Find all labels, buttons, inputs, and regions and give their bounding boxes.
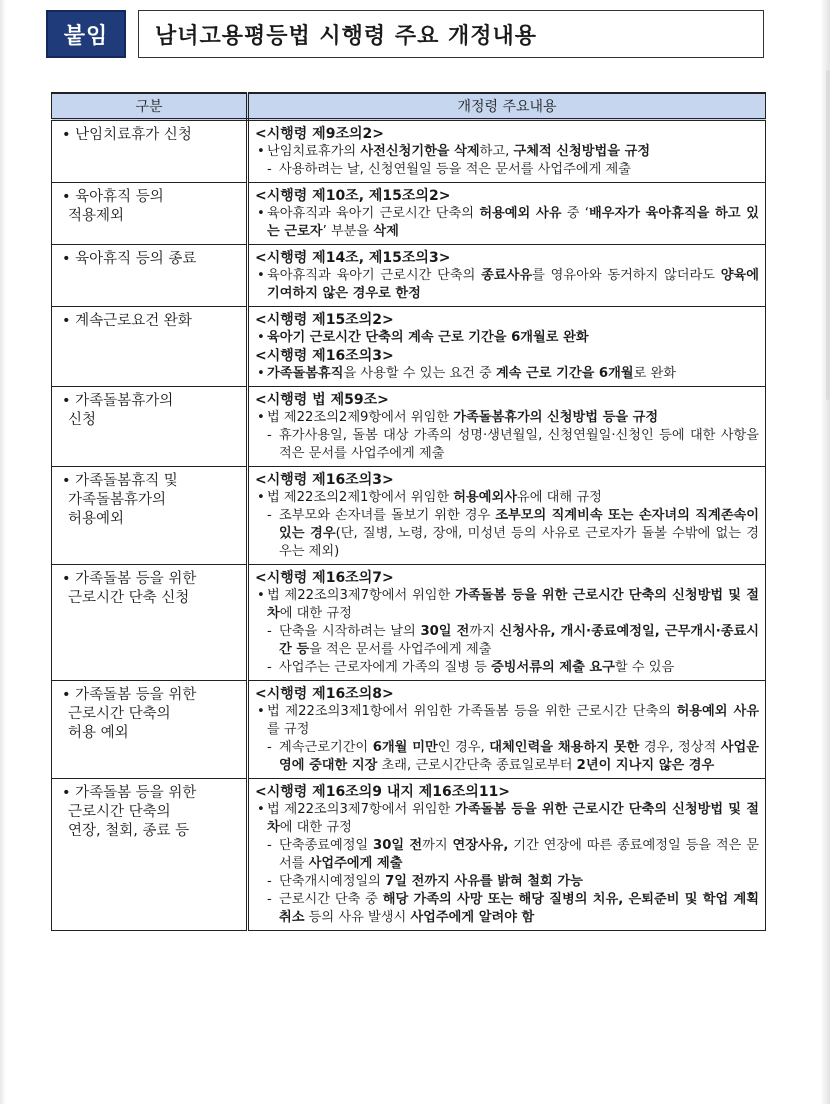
category-label: • 가족돌봄휴가의 — [62, 393, 174, 409]
decree-reference: <시행령 제14조, 제15조의3> — [255, 250, 451, 266]
category-cell — [52, 779, 248, 931]
table-row — [52, 120, 766, 183]
emphasis-text: 해당 가족의 사망 또는 해당 질병의 치유, 은퇴준비 및 학업 계획 취소 — [279, 892, 759, 925]
content-cell — [248, 779, 766, 931]
decree-reference: <시행령 법 제59조> — [255, 392, 389, 408]
text-run: 하고, — [479, 144, 514, 159]
category-label: • 가족돌봄 등을 위한 — [62, 687, 197, 703]
sub-item — [255, 623, 759, 659]
decree-reference: <시행령 제16조의7> — [255, 570, 394, 586]
emphasis-text: 가족돌봄휴직 — [267, 366, 344, 381]
category-label: 연장, 철회, 종료 등 — [68, 823, 190, 839]
bullet-item — [255, 205, 759, 241]
text-run: 등의 사유 발생시 — [304, 910, 411, 925]
scrollbar-thumb[interactable] — [826, 70, 830, 400]
text-run: 기간 연장에 따른 종료예정일 등을 적은 문서를 — [279, 838, 759, 871]
title-bar — [46, 10, 764, 58]
emphasis-text: 30일 전 — [373, 838, 423, 853]
category-label: 가족돌봄휴가의 — [68, 492, 167, 508]
content-cell — [248, 183, 766, 245]
text-run: (단, 질병, 노령, 장애, 미성년 등의 사유로 근로자가 돌볼 수밖에 없는 경우는 제외) — [279, 526, 759, 559]
category-label: • 가족돌봄 등을 위한 — [62, 571, 197, 587]
emphasis-text: 육아기 근로시간 단축의 계속 근로 기간을 6개월로 완화 — [267, 330, 589, 345]
table-row — [52, 681, 766, 779]
emphasis-text: 7일 전까지 사유를 밝혀 철회 가능 — [385, 874, 583, 889]
emphasis-text: 계속 근로 기간을 6개월 — [495, 366, 634, 381]
bullet-item — [255, 329, 759, 347]
category-label: • 육아휴직 등의 — [62, 189, 164, 205]
bullet-item — [255, 801, 759, 837]
decree-reference: <시행령 제16조의8> — [255, 686, 394, 702]
table-row — [52, 387, 766, 467]
category-label: 근로시간 단축의 — [68, 706, 171, 722]
decree-reference: <시행령 제15조의2> — [255, 312, 394, 328]
table-body — [52, 120, 766, 931]
text-run: 조부모와 손자녀를 돌보기 위한 경우 — [279, 508, 496, 523]
emphasis-text: 허용예외 사유 — [676, 704, 759, 719]
category-cell — [52, 565, 248, 681]
category-cell — [52, 120, 248, 183]
table-row — [52, 467, 766, 565]
bullet-item — [255, 143, 759, 161]
text-run: ’ 부분을 — [322, 224, 374, 239]
emphasis-text: 삭제 — [373, 224, 399, 239]
content-cell — [248, 245, 766, 307]
page-left-shadow — [0, 0, 6, 1104]
text-run: 법 제22조의3제7항에서 위임한 — [267, 588, 456, 603]
table-row — [52, 183, 766, 245]
category-label: 허용예외 — [68, 511, 125, 527]
text-run: 경우, 정상적 — [639, 740, 721, 755]
text-run: 를 영유아와 동거하지 않더라도 — [532, 268, 721, 283]
column-header-content: 개정령 주요내용 — [248, 93, 766, 120]
emphasis-text: 허용예외사 — [453, 490, 517, 505]
text-run: 중 ‘ — [561, 206, 589, 221]
text-run: 법 제22조의2제9항에서 위임한 — [267, 410, 454, 425]
emphasis-text: 가족돌봄 등을 위한 근로시간 단축의 신청방법 및 절차 — [267, 802, 759, 835]
category-label: 적용제외 — [68, 208, 125, 224]
table-row — [52, 779, 766, 931]
content-cell — [248, 467, 766, 565]
text-run: 를 규정 — [267, 722, 310, 737]
text-run: 사용하려는 날, 신청연월일 등을 적은 문서를 사업주에게 제출 — [279, 162, 632, 177]
content-cell — [248, 120, 766, 183]
table-header-row — [52, 93, 766, 120]
bullet-item — [255, 703, 759, 739]
text-run: 육아휴직과 육아기 근로시간 단축의 — [267, 206, 480, 221]
text-run: 을 사용할 수 있는 요건 중 — [343, 366, 496, 381]
text-run: 법 제22조의3제7항에서 위임한 — [267, 802, 456, 817]
bullet-item — [255, 587, 759, 623]
bullet-item — [255, 489, 759, 507]
column-header-category: 구분 — [52, 93, 248, 120]
content-cell — [248, 387, 766, 467]
text-run: 에 대한 규정 — [279, 820, 352, 835]
category-label: • 가족돌봄 등을 위한 — [62, 785, 197, 801]
sub-item — [255, 427, 759, 463]
category-label: • 육아휴직 등의 종료 — [62, 251, 197, 267]
category-cell — [52, 183, 248, 245]
content-cell — [248, 565, 766, 681]
text-run: 유에 대해 규정 — [516, 490, 602, 505]
bullet-item — [255, 409, 759, 427]
text-run: 근로시간 단축 중 — [279, 892, 383, 907]
emphasis-text: 신청사유, 개시·종료예정일, 근무개시·종료시간 등 — [279, 624, 760, 657]
text-run: 에 대한 규정 — [279, 606, 352, 621]
bullet-item — [255, 365, 759, 383]
emphasis-text: 2년이 지나지 않은 경우 — [576, 758, 715, 773]
text-run: 까지 — [422, 838, 453, 853]
emphasis-text: 조부모의 직계비속 또는 손자녀의 직계존속이 있는 경우 — [279, 508, 759, 541]
emphasis-text: 대체인력을 채용하지 못한 — [489, 740, 640, 755]
text-run: 휴가사용일, 돌봄 대상 가족의 성명·생년월일, 신청연월일·신청인 등에 대한 사항을 적은 문서를 사업주에게 제출 — [279, 428, 759, 461]
emphasis-text: 연장사유, — [452, 838, 509, 853]
category-cell — [52, 245, 248, 307]
category-cell — [52, 681, 248, 779]
text-run: 할 수 있음 — [614, 660, 675, 675]
decree-reference: <시행령 제10조, 제15조의2> — [255, 188, 451, 204]
amendment-table-wrap — [51, 92, 765, 931]
text-run: 법 제22조의3제1항에서 위임한 가족돌봄 등을 위한 근로시간 단축의 — [267, 704, 677, 719]
decree-reference: <시행령 제16조의9 내지 제16조의11> — [255, 784, 511, 800]
emphasis-text: 사전신청기한을 삭제 — [360, 144, 480, 159]
text-run: 난임치료휴가의 — [267, 144, 361, 159]
emphasis-text: 30일 전 — [420, 624, 470, 639]
category-label: 신청 — [68, 412, 97, 428]
sub-item — [255, 739, 759, 775]
content-cell — [248, 681, 766, 779]
category-label: • 가족돌봄휴직 및 — [62, 473, 178, 489]
category-label: • 계속근로요건 완화 — [62, 313, 192, 329]
text-run: 육아휴직과 육아기 근로시간 단축의 — [267, 268, 482, 283]
table-row — [52, 245, 766, 307]
sub-item — [255, 507, 759, 561]
text-run: 인 경우, — [437, 740, 490, 755]
emphasis-text: 가족돌봄 등을 위한 근로시간 단축의 신청방법 및 절차 — [267, 588, 759, 621]
emphasis-text: 허용예외 사유 — [479, 206, 562, 221]
text-run: 까지 — [469, 624, 500, 639]
emphasis-text: 사업주에게 제출 — [308, 856, 403, 871]
emphasis-text: 양육에 기여하지 않은 경우로 한정 — [267, 268, 759, 301]
sub-item — [255, 873, 759, 891]
category-label: 근로시간 단축 신청 — [68, 590, 190, 606]
category-label: 근로시간 단축의 — [68, 804, 171, 820]
sub-item — [255, 891, 759, 927]
sub-item — [255, 161, 759, 179]
category-label: • 난임치료휴가 신청 — [62, 127, 192, 143]
text-run: 사업주는 근로자에게 가족의 질병 등 — [279, 660, 492, 675]
text-run: 법 제22조의2제1항에서 위임한 — [267, 490, 454, 505]
text-run: 단축개시예정일의 — [279, 874, 386, 889]
table-row — [52, 307, 766, 387]
decree-reference: <시행령 제9조의2> — [255, 126, 384, 142]
sub-item — [255, 837, 759, 873]
page-title: 남녀고용평등법 시행령 주요 개정내용 — [138, 10, 764, 58]
page-right-shadow — [820, 0, 830, 1104]
emphasis-text: 종료사유 — [481, 268, 533, 283]
text-run: 단축종료예정일 — [279, 838, 374, 853]
attachment-badge: 붙임 — [46, 10, 126, 58]
emphasis-text: 가족돌봄휴가의 신청방법 등을 규정 — [453, 410, 659, 425]
emphasis-text: 사업운영에 중대한 지장 — [279, 740, 759, 773]
category-cell — [52, 307, 248, 387]
text-run: 초래, 근로시간단축 종료일로부터 — [377, 758, 577, 773]
category-cell — [52, 467, 248, 565]
bullet-item — [255, 267, 759, 303]
decree-reference: <시행령 제16조의3> — [255, 472, 394, 488]
emphasis-text: 증빙서류의 제출 요구 — [491, 660, 615, 675]
emphasis-text: 구체적 신청방법을 규정 — [513, 144, 651, 159]
category-label: 허용 예외 — [68, 725, 129, 741]
table-row — [52, 565, 766, 681]
amendment-table — [51, 92, 766, 931]
emphasis-text: 사업주에게 알려야 함 — [410, 910, 535, 925]
emphasis-text: 6개월 미만 — [372, 740, 438, 755]
emphasis-text: 배우자가 육아휴직을 하고 있는 근로자 — [267, 206, 759, 239]
text-run: 을 적은 문서를 사업주에게 제출 — [309, 642, 492, 657]
category-cell — [52, 387, 248, 467]
text-run: 로 완화 — [633, 366, 677, 381]
decree-reference: <시행령 제16조의3> — [255, 348, 394, 364]
text-run: 계속근로기간이 — [279, 740, 373, 755]
text-run: 단축을 시작하려는 날의 — [279, 624, 421, 639]
content-cell — [248, 307, 766, 387]
sub-item — [255, 659, 759, 677]
